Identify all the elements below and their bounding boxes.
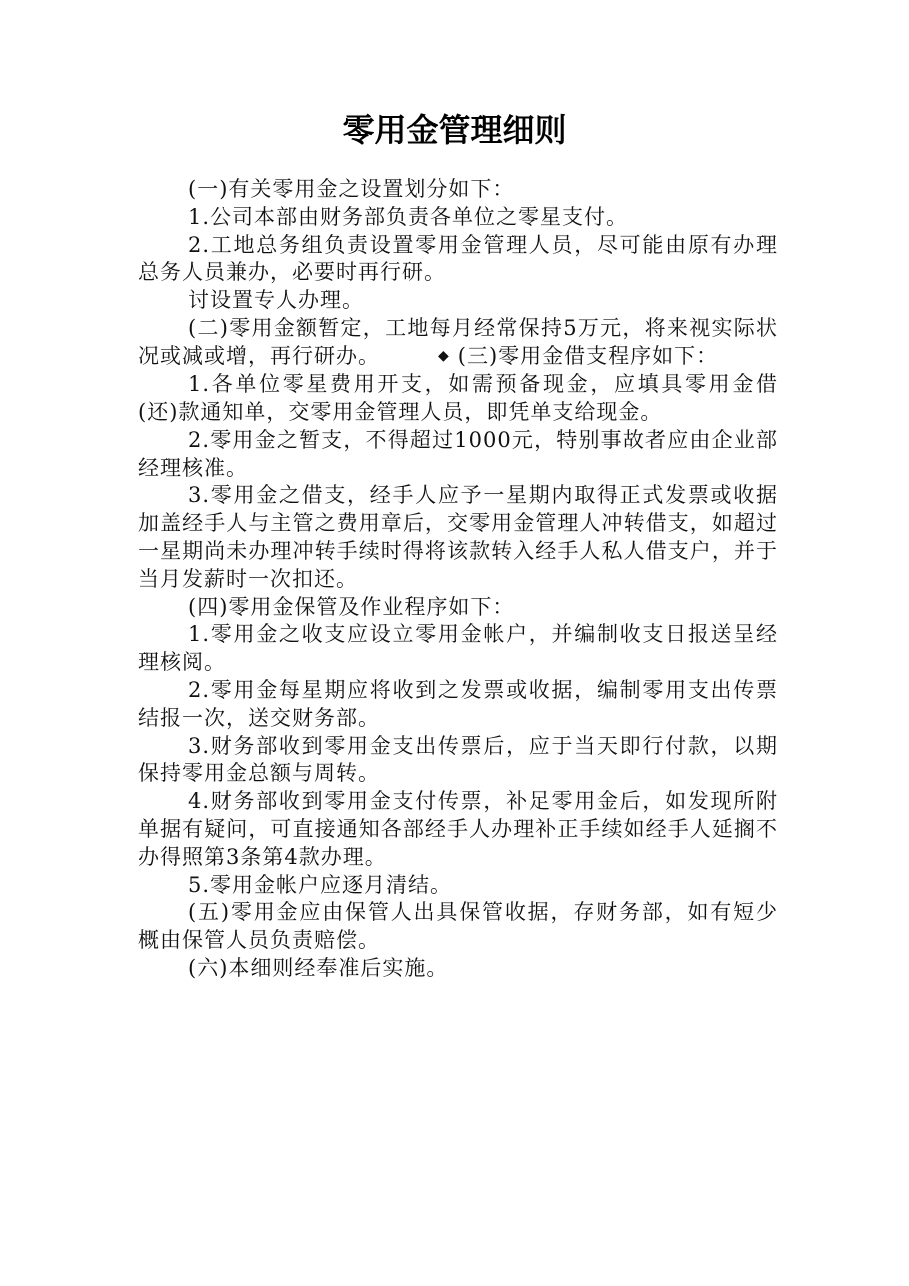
section-4-item-4: 4.财务部收到零用金支付传票，补足零用金后，如发现所附单据有疑问，可直接通知各部经手人办理补正手续如经手人延搁不办得照第3条第4款办理。 (138, 789, 778, 869)
section-2-text: (二)零用金额暂定，工地每月经常保持5万元，将来视实际状况或减或增，再行研办。 (138, 315, 778, 368)
document-title: 零用金管理细则 (342, 111, 567, 149)
diamond-bullet-icon: ◆ (438, 348, 450, 365)
section-1-item-1: 1.公司本部由财务部负责各单位之零星支付。 (188, 204, 629, 229)
section-4-item-3: 3.财务部收到零用金支出传票后，应于当天即行付款，以期保持零用金总额与周转。 (138, 733, 778, 786)
section-2-paragraph (138, 315, 778, 371)
section-5-paragraph: (五)零用金应由保管人出具保管收据，存财务部，如有短少概由保管人员负责赔偿。 (138, 900, 778, 953)
section-4-item-5: 5.零用金帐户应逐月清结。 (188, 872, 453, 897)
section-1-heading: (一)有关零用金之设置划分如下： (188, 177, 515, 201)
section-6-paragraph: (六)本细则经奉准后实施。 (188, 955, 449, 980)
section-1-item-2-continued: 讨设置专人办理。 (188, 288, 364, 313)
section-1-item-2: 2.工地总务组负责设置零用金管理人员，尽可能由原有办理总务人员兼办，必要时再行研。 (138, 232, 778, 285)
section-3-item-2: 2.零用金之暂支，不得超过1000元，特别事故者应由企业部经理核准。 (138, 427, 778, 480)
section-4-heading: (四)零用金保管及作业程序如下： (188, 594, 515, 619)
section-3-heading: (三)零用金借支程序如下： (457, 343, 719, 368)
section-3-item-3: 3.零用金之借支，经手人应予一星期内取得正式发票或收据加盖经手人与主管之费用章后，交零用金管理人冲转借支，如超过一星期尚未办理冲转手续时得将该款转入经手人私人借支户，并于当月发薪时一次扣还。 (138, 483, 778, 591)
section-4-item-2: 2.零用金每星期应将收到之发票或收据，编制零用支出传票结报一次，送交财务部。 (138, 677, 778, 730)
document-body (138, 176, 778, 983)
section-4-item-1: 1.零用金之收支应设立零用金帐户，并编制收支日报送呈经理核阅。 (138, 622, 778, 675)
section-3-item-1: 1.各单位零星费用开支，如需预备现金，应填具零用金借(还)款通知单，交零用金管理人员，即凭单支给现金。 (138, 372, 778, 424)
